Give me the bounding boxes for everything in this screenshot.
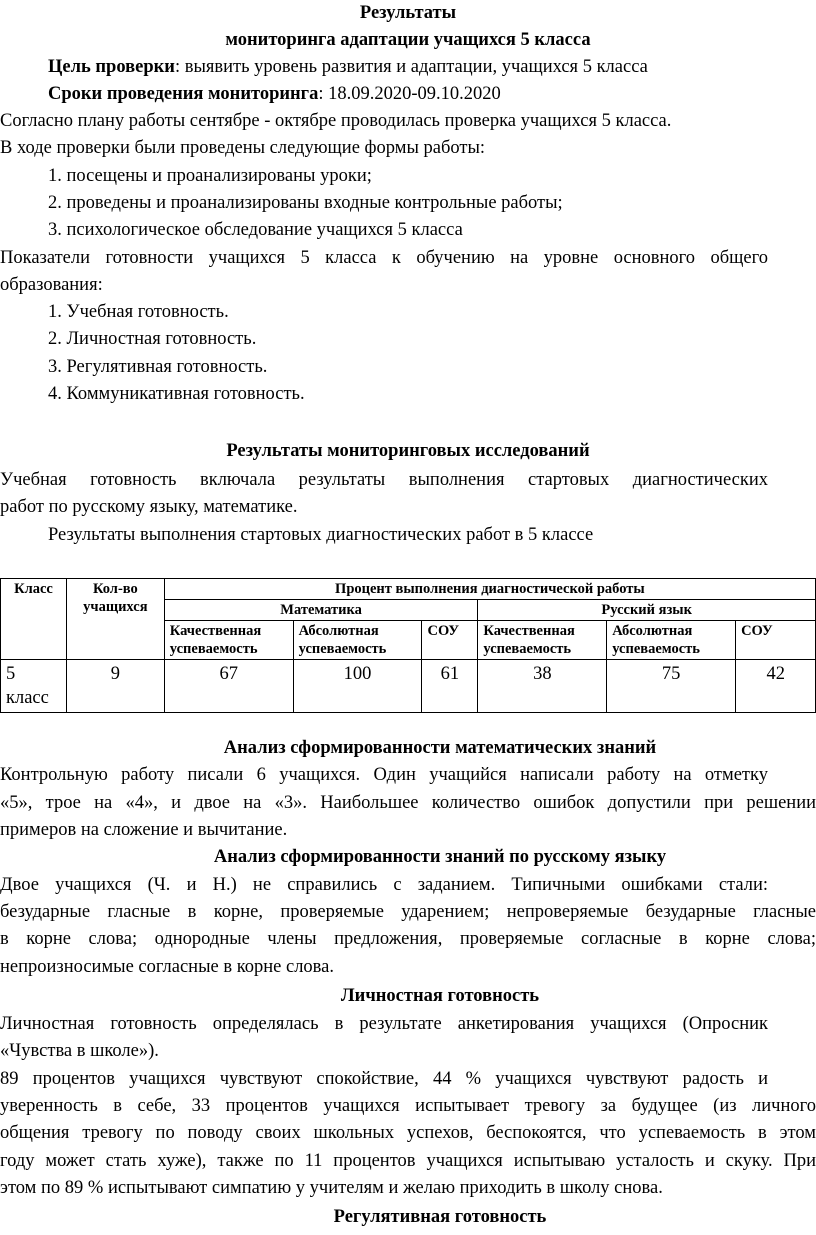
personal-line-1: Личностная готовность определялась в результате анкетирования учащихся (Опросник [0, 1014, 768, 1034]
indicators-line-1: Показатели готовности учащихся 5 класса к обучению на уровне основного общего [0, 248, 768, 268]
russian-line-4: непроизносимые согласные в корне слова. [0, 957, 335, 977]
intro-line-2: В ходе проверки были проведены следующие формы работы: [0, 138, 486, 158]
forms-item-3: 3. психологическое обследование учащихся 5 класса [48, 220, 463, 240]
header-math-quality-2: успеваемость [169, 641, 258, 657]
learning-line-2: работ по русскому языку, математике. [0, 497, 298, 517]
cell-class-num: 5 [6, 664, 16, 684]
russian-line-2: безударные гласные в корне, проверяемые ударением; непроверяемые безударные гласные [0, 902, 816, 922]
header-math-quality [164, 621, 293, 660]
cell-math-quality: 67 [164, 660, 293, 713]
indicator-item-1: 1. Учебная готовность. [48, 302, 229, 322]
header-math-absolute-1: Абсолютная [298, 623, 379, 639]
table-header-row-1 [1, 579, 816, 600]
russian-line-1: Двое учащихся (Ч. и Н.) не справились с заданием. Типичными ошибками стали: [0, 875, 768, 895]
feelings-line-1: 89 процентов учащихся чувствуют спокойствие, 44 % учащихся чувствуют радость и [0, 1069, 768, 1089]
header-math-absolute-2: успеваемость [298, 641, 387, 657]
results-table [0, 578, 816, 713]
results-heading: Результаты мониторинговых исследований [226, 441, 590, 461]
title-line-2: мониторинга адаптации учащихся 5 класса [225, 30, 591, 50]
learning-line-1: Учебная готовность включала результаты выполнения стартовых диагностических [0, 470, 768, 490]
personal-line-2: «Чувства в школе»). [0, 1041, 159, 1061]
indicator-item-4: 4. Коммуникативная готовность. [48, 384, 305, 404]
dates-paragraph [48, 81, 816, 108]
feelings-line-4: году может стать хуже), также по 11 процентов учащихся испытываю усталость и скуку. При [0, 1151, 816, 1171]
personal-heading: Личностная готовность [340, 986, 540, 1006]
dates-label: Сроки проведения мониторинга [48, 84, 319, 104]
header-rus-absolute-2: успеваемость [612, 641, 700, 657]
cell-rus-quality: 38 [478, 660, 607, 713]
header-rus-sou: СОУ [736, 621, 816, 660]
feelings-line-3: общения тревогу по поводу своих школьных успехов, беспокоятся, что успеваемость в этом [0, 1123, 816, 1143]
header-math-quality-1: Качественная [169, 623, 262, 639]
goal-label: Цель проверки [48, 57, 175, 77]
header-class: Класс [1, 579, 67, 660]
header-math-absolute [293, 621, 422, 660]
math-heading: Анализ сформированности математических знаний [223, 738, 657, 758]
forms-item-1: 1. посещены и проанализированы уроки; [48, 166, 372, 186]
header-rus-quality [478, 621, 607, 660]
cell-rus-absolute: 75 [607, 660, 736, 713]
table-row [1, 660, 816, 713]
header-rus-absolute [607, 621, 736, 660]
header-russian: Русский язык [478, 600, 816, 621]
math-line-2: «5», трое на «4», и двое на «3». Наибольшее количество ошибок допустили при решении [0, 793, 816, 813]
indicator-item-2: 2. Личностная готовность. [48, 329, 257, 349]
header-math: Математика [164, 600, 478, 621]
russian-line-3: в корне слова; однородные члены предложения, проверяемые согласные в корне слова; [0, 929, 816, 949]
intro-line-1: Согласно плану работы сентябре - октябре проводилась проверка учащихся 5 класса. [0, 111, 672, 131]
header-count-line-1: Кол-во [92, 581, 138, 597]
goal-text: : выявить уровень развития и адаптации, учащихся 5 класса [174, 57, 648, 77]
math-line-3: примеров на сложение и вычитание. [0, 820, 288, 840]
cell-rus-sou: 42 [736, 660, 816, 713]
cell-math-sou: 61 [422, 660, 478, 713]
forms-item-2: 2. проведены и проанализированы входные контрольные работы; [48, 193, 563, 213]
cell-class [1, 660, 67, 713]
header-percent: Процент выполнения диагностической работы [164, 579, 815, 600]
cell-class-word: класс [6, 688, 49, 708]
header-math-sou: СОУ [422, 621, 478, 660]
title-line-1: Результаты [359, 3, 457, 23]
header-rus-quality-2: успеваемость [483, 641, 572, 657]
cell-math-absolute: 100 [293, 660, 422, 713]
header-count [66, 579, 164, 660]
feelings-line-5: этом по 89 % испытывают симпатию у учителям и желаю приходить в школу снова. [0, 1178, 663, 1198]
header-count-line-2: учащихся [83, 599, 148, 615]
table-caption: Результаты выполнения стартовых диагностических работ в 5 классе [48, 525, 594, 545]
header-rus-quality-1: Качественная [483, 623, 575, 639]
feelings-line-2: уверенность в себе, 33 процентов учащихся испытывает тревогу за будущее (из личного [0, 1096, 816, 1116]
goal-paragraph [48, 54, 816, 81]
russian-heading: Анализ сформированности знаний по русскому языку [213, 847, 667, 867]
indicators-line-2: образования: [0, 275, 103, 295]
regulative-heading: Регулятивная готовность [333, 1207, 547, 1227]
header-rus-absolute-1: Абсолютная [612, 623, 693, 639]
math-line-1: Контрольную работу писали 6 учащихся. Один учащийся написали работу на отметку [0, 765, 768, 785]
cell-count: 9 [66, 660, 164, 713]
dates-text: : 18.09.2020-09.10.2020 [318, 84, 501, 104]
indicator-item-3: 3. Регулятивная готовность. [48, 357, 268, 377]
